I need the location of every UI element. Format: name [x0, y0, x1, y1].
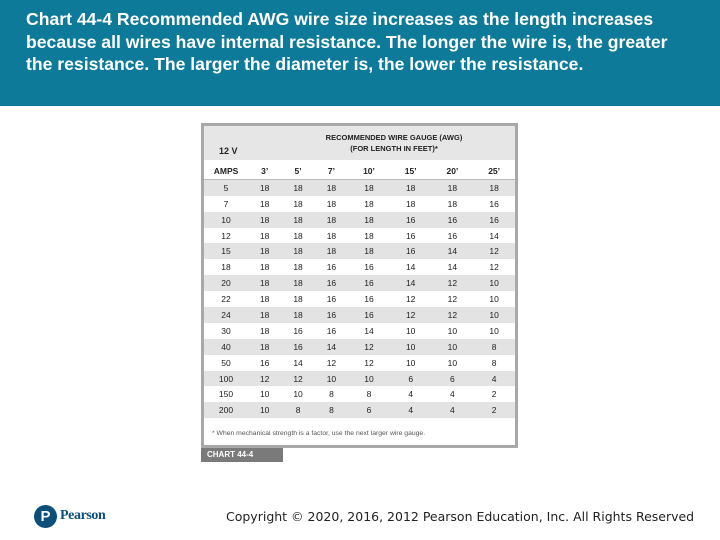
gauge-cell: 12 [405, 294, 416, 305]
gauge-cell: 16 [489, 214, 499, 225]
table-row [204, 291, 515, 307]
wire-gauge-table [204, 163, 515, 418]
gauge-title-line1: RECOMMENDED WIRE GAUGE (AWG) [325, 133, 463, 142]
column-header-length: 5’ [281, 163, 314, 179]
gauge-cell: 8 [295, 405, 301, 416]
table-row [204, 228, 515, 244]
amps-cell: 40 [221, 341, 231, 352]
gauge-title-line2: (FOR LENGTH IN FEET)* [350, 144, 438, 153]
gauge-cell: 4 [408, 389, 414, 400]
table-body [204, 179, 515, 418]
gauge-cell: 16 [326, 325, 337, 336]
gauge-cell: 16 [293, 325, 303, 336]
column-header-amps: AMPS [204, 163, 248, 179]
gauge-cell: 18 [326, 230, 337, 241]
gauge-cell: 16 [447, 214, 458, 225]
table-row [204, 212, 515, 228]
gauge-cell: 12 [364, 357, 374, 368]
gauge-title [299, 132, 489, 154]
amps-cell: 20 [221, 278, 231, 289]
gauge-cell: 10 [293, 389, 303, 400]
gauge-cell: 18 [259, 278, 270, 289]
gauge-cell: 18 [447, 182, 458, 193]
gauge-cell: 16 [326, 278, 337, 289]
gauge-cell: 14 [364, 325, 374, 336]
gauge-cell: 18 [259, 182, 270, 193]
title-banner [0, 0, 720, 106]
gauge-cell: 8 [329, 389, 334, 400]
column-header-length: 20’ [432, 163, 474, 179]
gauge-cell: 18 [326, 182, 337, 193]
table-row [204, 339, 515, 355]
gauge-cell: 18 [293, 262, 303, 273]
gauge-cell: 18 [293, 214, 303, 225]
gauge-cell: 2 [491, 389, 497, 400]
gauge-cell: 12 [364, 341, 374, 352]
amps-cell: 150 [218, 389, 234, 400]
column-header-length: 7’ [315, 163, 348, 179]
amps-cell: 18 [221, 262, 231, 273]
gauge-cell: 10 [489, 325, 499, 336]
chart-body [204, 126, 515, 445]
gauge-cell: 18 [364, 182, 374, 193]
slide-title: Chart 44-4 Recommended AWG wire size increases as the length increases because all wires have internal resistance. The longer the wire is, the greater the resistance. The larger the diameter is, the lower the resistance. [26, 9, 668, 74]
gauge-cell: 18 [489, 182, 499, 193]
table-row [204, 323, 515, 339]
gauge-cell: 16 [293, 341, 303, 352]
gauge-cell: 16 [326, 294, 337, 305]
gauge-cell: 10 [489, 309, 499, 320]
gauge-cell: 18 [293, 198, 303, 209]
gauge-cell: 16 [405, 230, 416, 241]
amps-cell: 24 [221, 309, 231, 320]
gauge-cell: 2 [491, 405, 497, 416]
gauge-cell: 18 [259, 341, 270, 352]
gauge-cell: 6 [450, 373, 455, 384]
gauge-cell: 10 [489, 278, 499, 289]
column-header-length: 25’ [473, 163, 515, 179]
gauge-cell: 12 [489, 262, 499, 273]
gauge-cell: 18 [259, 214, 270, 225]
gauge-cell: 8 [329, 405, 334, 416]
gauge-cell: 8 [491, 357, 497, 368]
pearson-logo-text: Pearson [60, 508, 106, 523]
gauge-cell: 10 [447, 325, 458, 336]
gauge-cell: 14 [405, 278, 416, 289]
gauge-cell: 18 [293, 230, 303, 241]
table-row [204, 275, 515, 291]
gauge-cell: 4 [408, 405, 414, 416]
gauge-cell: 18 [326, 198, 337, 209]
gauge-cell: 18 [364, 198, 374, 209]
gauge-cell: 10 [447, 341, 458, 352]
table-row [204, 307, 515, 323]
gauge-cell: 18 [293, 294, 303, 305]
gauge-cell: 10 [405, 341, 416, 352]
amps-cell: 100 [218, 373, 234, 384]
gauge-cell: 18 [326, 214, 337, 225]
gauge-cell: 12 [447, 309, 458, 320]
gauge-cell: 10 [405, 357, 416, 368]
table-row [204, 386, 515, 402]
gauge-cell: 16 [364, 262, 374, 273]
wire-gauge-chart [201, 123, 518, 448]
pearson-logo-icon: P [34, 505, 57, 528]
table-row [204, 196, 515, 212]
gauge-cell: 16 [364, 294, 374, 305]
gauge-cell: 18 [405, 182, 416, 193]
gauge-cell: 18 [259, 294, 270, 305]
gauge-cell: 14 [447, 246, 458, 257]
gauge-cell: 16 [405, 246, 416, 257]
copyright-text: Copyright © 2020, 2016, 2012 Pearson Education, Inc. All Rights Reserved [226, 509, 695, 524]
amps-cell: 50 [221, 357, 231, 368]
gauge-cell: 16 [489, 198, 499, 209]
gauge-cell: 16 [405, 214, 416, 225]
gauge-cell: 10 [326, 373, 337, 384]
gauge-cell: 8 [366, 389, 372, 400]
amps-cell: 15 [221, 246, 231, 257]
gauge-cell: 14 [447, 262, 458, 273]
table-row [204, 402, 515, 418]
gauge-cell: 12 [259, 373, 270, 384]
gauge-cell: 8 [491, 341, 497, 352]
gauge-cell: 18 [364, 230, 374, 241]
gauge-cell: 16 [326, 309, 337, 320]
amps-cell: 30 [221, 325, 231, 336]
gauge-cell: 10 [259, 405, 270, 416]
gauge-cell: 18 [293, 182, 303, 193]
amps-cell: 5 [223, 182, 229, 193]
gauge-cell: 16 [259, 357, 270, 368]
gauge-cell: 4 [450, 405, 455, 416]
amps-cell: 10 [221, 214, 231, 225]
table-header-row [204, 163, 515, 179]
gauge-cell: 18 [259, 246, 270, 257]
gauge-cell: 18 [259, 309, 270, 320]
chart-footnote: * When mechanical strength is a factor, use the next larger wire gauge. [212, 430, 426, 437]
gauge-cell: 18 [259, 325, 270, 336]
table-row [204, 371, 515, 387]
gauge-cell: 18 [293, 309, 303, 320]
gauge-cell: 18 [259, 198, 270, 209]
amps-cell: 22 [221, 294, 231, 305]
gauge-cell: 12 [489, 246, 499, 257]
gauge-cell: 12 [447, 294, 458, 305]
gauge-cell: 18 [326, 246, 337, 257]
gauge-cell: 18 [364, 246, 374, 257]
gauge-cell: 10 [489, 294, 499, 305]
gauge-cell: 16 [364, 278, 374, 289]
gauge-cell: 10 [259, 389, 270, 400]
amps-cell: 200 [218, 405, 234, 416]
gauge-cell: 16 [447, 230, 458, 241]
gauge-cell: 14 [326, 341, 337, 352]
gauge-cell: 12 [326, 357, 337, 368]
table-row [204, 243, 515, 259]
amps-cell: 12 [221, 230, 231, 241]
gauge-cell: 16 [326, 262, 337, 273]
gauge-cell: 6 [408, 373, 414, 384]
table-row [204, 179, 515, 195]
column-header-length: 3’ [248, 163, 281, 179]
amps-cell: 7 [223, 198, 229, 209]
column-header-length: 15’ [390, 163, 432, 179]
gauge-cell: 10 [364, 373, 374, 384]
gauge-cell: 12 [405, 309, 416, 320]
gauge-cell: 18 [293, 246, 303, 257]
gauge-cell: 12 [447, 278, 458, 289]
voltage-label: 12 V [219, 146, 238, 156]
gauge-cell: 18 [259, 262, 270, 273]
gauge-cell: 12 [293, 373, 303, 384]
gauge-cell: 4 [450, 389, 455, 400]
table-row [204, 355, 515, 371]
gauge-cell: 4 [491, 373, 497, 384]
gauge-cell: 10 [405, 325, 416, 336]
chart-number-label: CHART 44-4 [201, 448, 283, 462]
chart-header [204, 126, 515, 160]
gauge-cell: 14 [405, 262, 416, 273]
gauge-cell: 18 [447, 198, 458, 209]
gauge-cell: 18 [405, 198, 416, 209]
gauge-cell: 6 [366, 405, 372, 416]
gauge-cell: 14 [489, 230, 499, 241]
column-header-length: 10’ [348, 163, 390, 179]
gauge-cell: 10 [447, 357, 458, 368]
gauge-cell: 18 [293, 278, 303, 289]
gauge-cell: 18 [364, 214, 374, 225]
gauge-cell: 18 [259, 230, 270, 241]
gauge-cell: 16 [364, 309, 374, 320]
gauge-cell: 14 [293, 357, 303, 368]
table-row [204, 259, 515, 275]
